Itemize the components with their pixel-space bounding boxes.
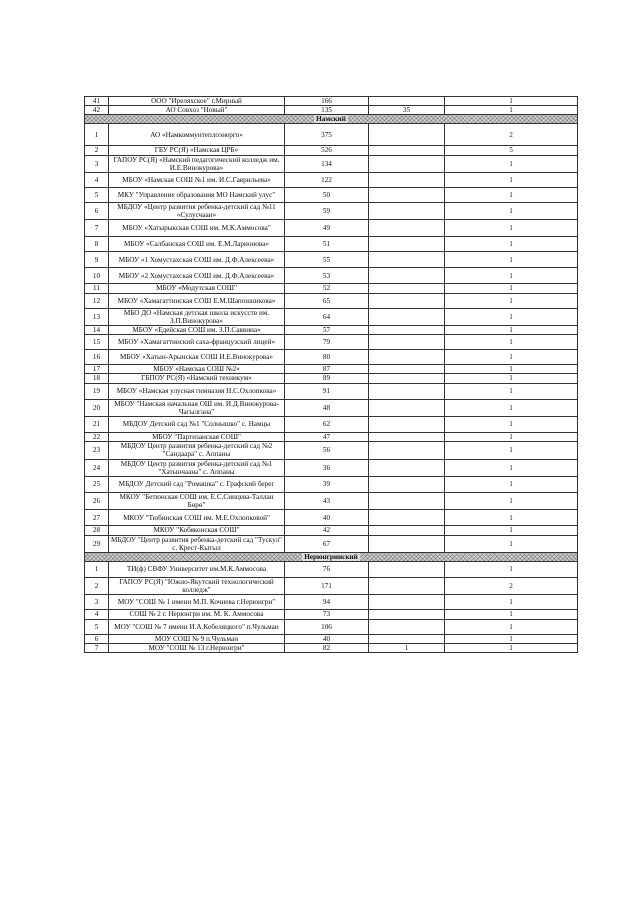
row-number-cell: 7 [85, 643, 109, 652]
quantity-cell: 1 [445, 493, 578, 510]
table-row [85, 383, 578, 399]
row-number-cell: 21 [85, 417, 109, 433]
organization-name-cell: МБОУ «Салбанская СОШ им. Е.М.Ларионова» [109, 237, 285, 252]
row-number-cell: 13 [85, 308, 109, 325]
row-number-cell: 5 [85, 619, 109, 634]
count-cell: 43 [285, 493, 369, 510]
table-row [85, 173, 578, 188]
table-row [85, 578, 578, 595]
quantity-cell: 1 [445, 335, 578, 350]
row-number-cell: 6 [85, 203, 109, 220]
quantity-cell: 1 [445, 383, 578, 399]
quantity-cell: 1 [445, 374, 578, 383]
row-number-cell: 7 [85, 220, 109, 237]
organization-name-cell: МОУ СОШ № 9 п.Чульман [109, 634, 285, 643]
count-cell: 375 [285, 124, 369, 146]
table-row [85, 433, 578, 442]
row-number-cell: 3 [85, 155, 109, 172]
quantity-cell: 1 [445, 595, 578, 610]
value-cell [369, 526, 445, 535]
quantity-cell: 1 [445, 155, 578, 172]
count-cell: 49 [285, 220, 369, 237]
table-row [85, 124, 578, 146]
value-cell [369, 578, 445, 595]
table-row [85, 220, 578, 237]
quantity-cell: 1 [445, 203, 578, 220]
count-cell: 64 [285, 308, 369, 325]
count-cell: 171 [285, 578, 369, 595]
row-number-cell: 24 [85, 459, 109, 476]
quantity-cell: 1 [445, 350, 578, 365]
quantity-cell: 1 [445, 643, 578, 652]
organization-name-cell: МБДОУ Центр развития ребенка-детский сад №1 "Хатынчаана" с. Аппаны [109, 459, 285, 476]
count-cell: 59 [285, 203, 369, 220]
organization-name-cell: МБОУ «Намская СОШ №2» [109, 365, 285, 374]
table-row [85, 634, 578, 643]
row-number-cell: 9 [85, 252, 109, 268]
table-row [85, 293, 578, 308]
quantity-cell: 1 [445, 634, 578, 643]
count-cell: 106 [285, 619, 369, 634]
quantity-cell: 1 [445, 293, 578, 308]
row-number-cell: 20 [85, 399, 109, 416]
row-number-cell: 27 [85, 510, 109, 526]
count-cell: 53 [285, 268, 369, 284]
row-number-cell: 2 [85, 578, 109, 595]
count-cell: 47 [285, 433, 369, 442]
value-cell [369, 619, 445, 634]
row-number-cell: 8 [85, 237, 109, 252]
count-cell: 62 [285, 417, 369, 433]
value-cell [369, 459, 445, 476]
count-cell: 526 [285, 146, 369, 155]
row-number-cell: 1 [85, 562, 109, 578]
organization-name-cell: МКУ "Управление образования МО Намский улус" [109, 188, 285, 203]
quantity-cell: 1 [445, 610, 578, 619]
value-cell [369, 293, 445, 308]
value-cell [369, 562, 445, 578]
quantity-cell: 1 [445, 173, 578, 188]
table-row [85, 526, 578, 535]
count-cell: 82 [285, 643, 369, 652]
table-row [85, 619, 578, 634]
value-cell [369, 399, 445, 416]
table-row [85, 335, 578, 350]
row-number-cell: 18 [85, 374, 109, 383]
row-number-cell: 23 [85, 442, 109, 459]
table-row [85, 510, 578, 526]
table-row [85, 237, 578, 252]
organization-name-cell: МБДОУ Детский сад №1 "Солнышко" с. Намцы [109, 417, 285, 433]
organization-name-cell: АО Совхоз "Новый" [109, 106, 285, 115]
quantity-cell: 1 [445, 510, 578, 526]
value-cell [369, 610, 445, 619]
organization-name-cell: ГБПОУ РС(Я) «Намский техникум» [109, 374, 285, 383]
organization-name-cell: МБОУ «Едейская СОШ им. З.П.Саввина» [109, 326, 285, 335]
organization-name-cell: МБОУ «Хамагаттинский саха-французский лицей» [109, 335, 285, 350]
count-cell: 42 [285, 526, 369, 535]
value-cell [369, 350, 445, 365]
value-cell [369, 308, 445, 325]
row-number-cell: 4 [85, 610, 109, 619]
table-row [85, 284, 578, 293]
organization-name-cell: СОШ № 2 г. Нерюнгри им. М. К. Аммосова [109, 610, 285, 619]
organization-name-cell: МБОУ «1 Хомустахская СОШ им. Д.Ф.Алексеева» [109, 252, 285, 268]
count-cell: 39 [285, 477, 369, 493]
count-cell: 122 [285, 173, 369, 188]
document-table [84, 96, 578, 653]
organization-name-cell: ГАПОУ РС(Я) «Намский педагогический колледж им. И.Е.Винокурова» [109, 155, 285, 172]
value-cell [369, 268, 445, 284]
row-number-cell: 28 [85, 526, 109, 535]
organization-name-cell: МБОУ "Партизанская СОШ" [109, 433, 285, 442]
count-cell: 65 [285, 293, 369, 308]
value-cell [369, 442, 445, 459]
table-row [85, 252, 578, 268]
value-cell [369, 203, 445, 220]
quantity-cell: 2 [445, 578, 578, 595]
value-cell [369, 383, 445, 399]
row-number-cell: 16 [85, 350, 109, 365]
organization-name-cell: МБДОУ "Центр развития ребенка-детский сад "Тускул" с. Крест-Кытыл [109, 535, 285, 552]
table-row [85, 477, 578, 493]
count-cell: 57 [285, 326, 369, 335]
organization-name-cell: МОУ "СОШ № 13 г.Нерюнгри" [109, 643, 285, 652]
organization-name-cell: МОУ "СОШ № 1 имени М.П. Кочнева г.Нерюнгри" [109, 595, 285, 610]
organization-name-cell: МБОУ "Намская начальная ОШ им. И.Д.Винокурова-Чагылгана" [109, 399, 285, 416]
value-cell [369, 433, 445, 442]
table-row [85, 106, 578, 115]
table-row [85, 326, 578, 335]
organization-name-cell: МБОУ «2 Хомустахская СОШ им. Д.Ф.Алексеева» [109, 268, 285, 284]
value-cell [369, 124, 445, 146]
quantity-cell: 1 [445, 268, 578, 284]
organization-name-cell: МОУ "СОШ № 7 имени И.А.Кобеляцкого" п.Чульман [109, 619, 285, 634]
count-cell: 80 [285, 350, 369, 365]
count-cell: 135 [285, 106, 369, 115]
table-row [85, 459, 578, 476]
table-row [85, 203, 578, 220]
table-row [85, 146, 578, 155]
table-row [85, 610, 578, 619]
value-cell [369, 146, 445, 155]
section-title-cell [85, 115, 578, 124]
table-body [85, 97, 578, 653]
table-row [85, 97, 578, 106]
organization-name-cell: МБДОУ Центр развития ребенка-детский сад №2 "Сандаара" с. Аппаны [109, 442, 285, 459]
organization-name-cell: МКОУ "Бетюнская СОШ им. Е.С.Синцева-Таллан Бөрө" [109, 493, 285, 510]
row-number-cell: 42 [85, 106, 109, 115]
value-cell [369, 220, 445, 237]
quantity-cell: 1 [445, 308, 578, 325]
value-cell [369, 326, 445, 335]
table-row [85, 442, 578, 459]
quantity-cell: 1 [445, 326, 578, 335]
value-cell [369, 335, 445, 350]
quantity-cell: 1 [445, 97, 578, 106]
value-cell [369, 634, 445, 643]
quantity-cell: 1 [445, 477, 578, 493]
organization-name-cell: ГАПОУ РС(Я) "Южно-Якутский технологический колледж" [109, 578, 285, 595]
count-cell: 48 [285, 399, 369, 416]
value-cell [369, 477, 445, 493]
value-cell [369, 374, 445, 383]
quantity-cell: 1 [445, 188, 578, 203]
row-number-cell: 15 [85, 335, 109, 350]
quantity-cell: 1 [445, 399, 578, 416]
table-row [85, 535, 578, 552]
table-row [85, 417, 578, 433]
value-cell [369, 188, 445, 203]
row-number-cell: 29 [85, 535, 109, 552]
value-cell: 1 [369, 643, 445, 652]
value-cell [369, 155, 445, 172]
quantity-cell: 1 [445, 619, 578, 634]
count-cell: 87 [285, 365, 369, 374]
count-cell: 51 [285, 237, 369, 252]
row-number-cell: 26 [85, 493, 109, 510]
count-cell: 91 [285, 383, 369, 399]
organization-name-cell: ТИ(ф) СВФУ Университет им.М.К.Аммосова [109, 562, 285, 578]
value-cell [369, 535, 445, 552]
row-number-cell: 2 [85, 146, 109, 155]
organization-name-cell: МБОУ «Хатын-Арынская СОШ И.Е.Винокурова» [109, 350, 285, 365]
count-cell: 94 [285, 595, 369, 610]
value-cell [369, 173, 445, 188]
table-row [85, 493, 578, 510]
count-cell: 79 [285, 335, 369, 350]
count-cell: 36 [285, 459, 369, 476]
count-cell: 76 [285, 562, 369, 578]
table-row [85, 350, 578, 365]
table-row [85, 188, 578, 203]
table-row [85, 374, 578, 383]
count-cell: 166 [285, 97, 369, 106]
organization-name-cell: МБДОУ «Центр развития ребенка-детский сад №11 «Сулусчаан» [109, 203, 285, 220]
count-cell: 89 [285, 374, 369, 383]
organization-name-cell: АО «Намкоммунтеплоэнерго» [109, 124, 285, 146]
organization-name-cell: МБОУ «Хатырыкская СОШ им. М.К.Аммосова" [109, 220, 285, 237]
table-row [85, 399, 578, 416]
table-row [85, 155, 578, 172]
value-cell [369, 237, 445, 252]
organization-name-cell: МКОУ "Тюбинская СОШ им. М.Е.Охлопковой" [109, 510, 285, 526]
table-row [85, 308, 578, 325]
quantity-cell: 1 [445, 433, 578, 442]
value-cell [369, 510, 445, 526]
quantity-cell: 1 [445, 106, 578, 115]
table-row [85, 643, 578, 652]
table-row [85, 595, 578, 610]
row-number-cell: 4 [85, 173, 109, 188]
row-number-cell: 3 [85, 595, 109, 610]
section-title-cell [85, 553, 578, 562]
count-cell: 40 [285, 510, 369, 526]
section-header-row [85, 553, 578, 562]
count-cell: 67 [285, 535, 369, 552]
count-cell: 40 [285, 634, 369, 643]
quantity-cell: 1 [445, 535, 578, 552]
count-cell: 55 [285, 252, 369, 268]
value-cell: 35 [369, 106, 445, 115]
count-cell: 52 [285, 284, 369, 293]
organization-name-cell: МБОУ «Хамагаттинская СОШ Е.М.Шапошникова» [109, 293, 285, 308]
section-header-row [85, 115, 578, 124]
quantity-cell: 1 [445, 237, 578, 252]
table-row [85, 365, 578, 374]
value-cell [369, 595, 445, 610]
value-cell [369, 284, 445, 293]
organization-name-cell: МБОУ «Намская улусная гимназия Н.С.Охлопкова» [109, 383, 285, 399]
quantity-cell: 5 [445, 146, 578, 155]
row-number-cell: 12 [85, 293, 109, 308]
quantity-cell: 1 [445, 284, 578, 293]
row-number-cell: 5 [85, 188, 109, 203]
value-cell [369, 252, 445, 268]
organization-name-cell: МБО ДО «Намская детская школа искусств им. З.П.Винокурова» [109, 308, 285, 325]
count-cell: 50 [285, 188, 369, 203]
value-cell [369, 97, 445, 106]
count-cell: 134 [285, 155, 369, 172]
row-number-cell: 11 [85, 284, 109, 293]
quantity-cell: 1 [445, 459, 578, 476]
row-number-cell: 14 [85, 326, 109, 335]
quantity-cell: 1 [445, 442, 578, 459]
organization-name-cell: МБОУ «Модутская СОШ" [109, 284, 285, 293]
quantity-cell: 1 [445, 252, 578, 268]
organization-name-cell: МБДОУ Детский сад "Ромашка" с. Графский берег [109, 477, 285, 493]
value-cell [369, 493, 445, 510]
quantity-cell: 1 [445, 526, 578, 535]
section-title: Намский [316, 115, 346, 124]
quantity-cell: 1 [445, 365, 578, 374]
count-cell: 73 [285, 610, 369, 619]
row-number-cell: 17 [85, 365, 109, 374]
quantity-cell: 1 [445, 562, 578, 578]
organization-name-cell: МКОУ "Кобяконская СОШ" [109, 526, 285, 535]
count-cell: 56 [285, 442, 369, 459]
row-number-cell: 19 [85, 383, 109, 399]
quantity-cell: 1 [445, 417, 578, 433]
row-number-cell: 22 [85, 433, 109, 442]
value-cell [369, 365, 445, 374]
row-number-cell: 1 [85, 124, 109, 146]
organization-name-cell: ГБУ РС(Я) «Намская ЦРБ» [109, 146, 285, 155]
section-title: Нерюнгринский [304, 553, 358, 562]
row-number-cell: 10 [85, 268, 109, 284]
table-row [85, 268, 578, 284]
quantity-cell: 2 [445, 124, 578, 146]
quantity-cell: 1 [445, 220, 578, 237]
row-number-cell: 41 [85, 97, 109, 106]
row-number-cell: 6 [85, 634, 109, 643]
table-row [85, 562, 578, 578]
organization-name-cell: МБОУ «Намская СОШ №1 им. И.С.Гаврильева» [109, 173, 285, 188]
value-cell [369, 417, 445, 433]
row-number-cell: 25 [85, 477, 109, 493]
organization-name-cell: ООО "Иреляхское" г.Мирный [109, 97, 285, 106]
